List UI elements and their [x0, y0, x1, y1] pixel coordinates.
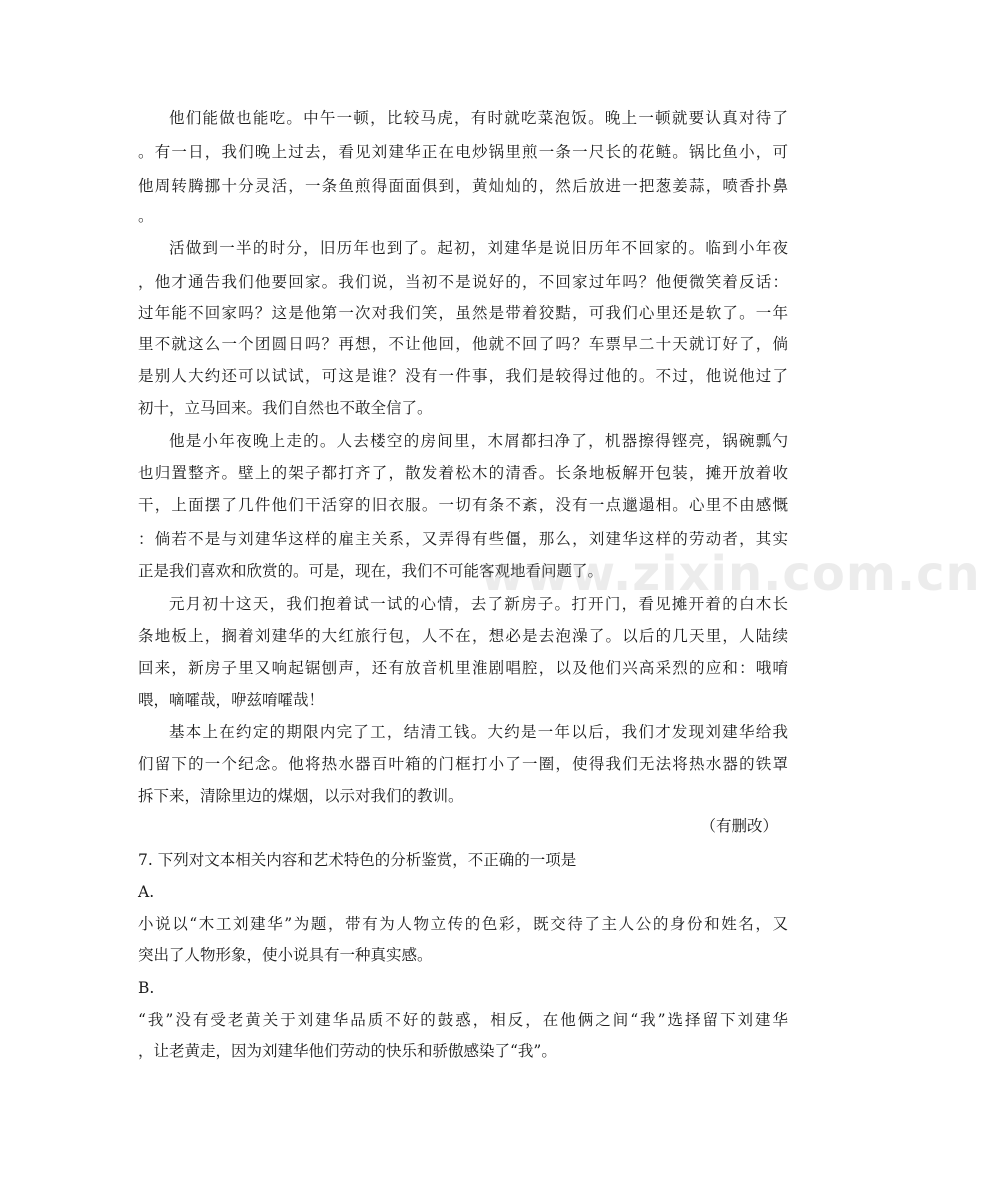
paragraph-line: 基本上在约定的期限内完了工，结清工钱。大约是一年以后，我们才发现刘建华给我	[169, 723, 788, 741]
paragraph-line: 初十，立马回来。我们自然也不敢全信了。	[138, 399, 433, 417]
paragraph-line: ：倘若不是与刘建华这样的雇主关系，又弄得有些僵，那么，刘建华这样的劳动者，其实	[138, 530, 788, 548]
paragraph-line: 他周转腾挪十分灵活，一条鱼煎得面面俱到，黄灿灿的，然后放进一把葱姜蒜，喷香扑鼻	[138, 177, 788, 195]
paragraph-line: 他们能做也能吃。中午一顿，比较马虎，有时就吃菜泡饭。晚上一顿就要认真对待了	[169, 109, 788, 127]
paragraph-line: 元月初十这天，我们抱着试一试的心情，去了新房子。打开门，看见摊开着的白木长	[169, 595, 788, 613]
paragraph-line: 喂，嘀嚯哉，咿兹唷嚯哉！	[138, 691, 325, 709]
paragraph-line: 里不就这么一个团圆日吗？再想，不让他回，他就不回了吗？车票早二十天就订好了，倘	[138, 335, 788, 353]
paragraph-line: 正是我们喜欢和欣赏的。可是，现在，我们不可能客观地看问题了。	[138, 562, 604, 580]
option-a-line: 突出了人物形象，使小说具有一种真实感。	[138, 946, 433, 964]
paragraph-line: 干，上面摆了几件他们干活穿的旧衣服。一切有条不紊，没有一点邋遢相。心里不由感慨	[138, 496, 788, 514]
paragraph-line: 活做到一半的时分，旧历年也到了。起初，刘建华是说旧历年不回家的。临到小年夜	[169, 239, 788, 257]
paragraph-line: 回来，新房子里又响起锯刨声，还有放音机里淮剧唱腔，以及他们兴高采烈的应和：哦唷	[138, 659, 788, 677]
paragraph-line: ，他才通告我们他要回家。我们说，当初不是说好的，不回家过年吗？他便微笑着反话：	[138, 273, 788, 291]
paragraph-line: 也归置整齐。壁上的架子都打齐了，散发着松木的清香。长条地板解开包装，摊开放着收	[138, 464, 788, 482]
option-b-line: “我”没有受老黄关于刘建华品质不好的鼓惑，相反，在他俩之间“我”选择留下刘建华	[138, 1011, 788, 1029]
paragraph-line: 。	[138, 207, 154, 225]
paragraph-line: 们留下的一个纪念。他将热水器百叶箱的门框打小了一圈，使得我们无法将热水器的铁罩	[138, 755, 788, 773]
paragraph-line: 。有一日，我们晚上过去，看见刘建华正在电炒锅里煎一条一尺长的花鲢。锅比鱼小，可	[138, 143, 788, 161]
paragraph-line: 他是小年夜晚上走的。人去楼空的房间里，木屑都扫净了，机器擦得铿亮，锅碗瓢勺	[169, 432, 788, 450]
paragraph-line: 过年能不回家吗？这是他第一次对我们笑，虽然是带着狡黠，可我们心里还是软了。一年	[138, 304, 788, 322]
question-stem: 7. 下列对文本相关内容和艺术特色的分析鉴赏，不正确的一项是	[138, 851, 577, 869]
option-a-line: 小说以“木工刘建华”为题，带有为人物立传的色彩，既交待了主人公的身份和姓名，又	[138, 915, 788, 933]
option-b-line: ，让老黄走，因为刘建华他们劳动的快乐和骄傲感染了“我”。	[138, 1042, 557, 1060]
option-label-b: B.	[138, 979, 155, 997]
source-note: （有删改）	[700, 817, 778, 835]
paragraph-line: 是别人大约还可以试试，可这是谁？没有一件事，我们是较得过他的。不过，他说他过了	[138, 367, 788, 385]
paragraph-line: 条地板上，搁着刘建华的大红旅行包，人不在，想必是去泡澡了。以后的几天里，人陆续	[138, 627, 788, 645]
watermark: www.zixin.com.cn	[480, 546, 981, 602]
paragraph-line: 拆下来，清除里边的煤烟，以示对我们的教训。	[138, 787, 464, 805]
option-label-a: A.	[138, 883, 155, 901]
